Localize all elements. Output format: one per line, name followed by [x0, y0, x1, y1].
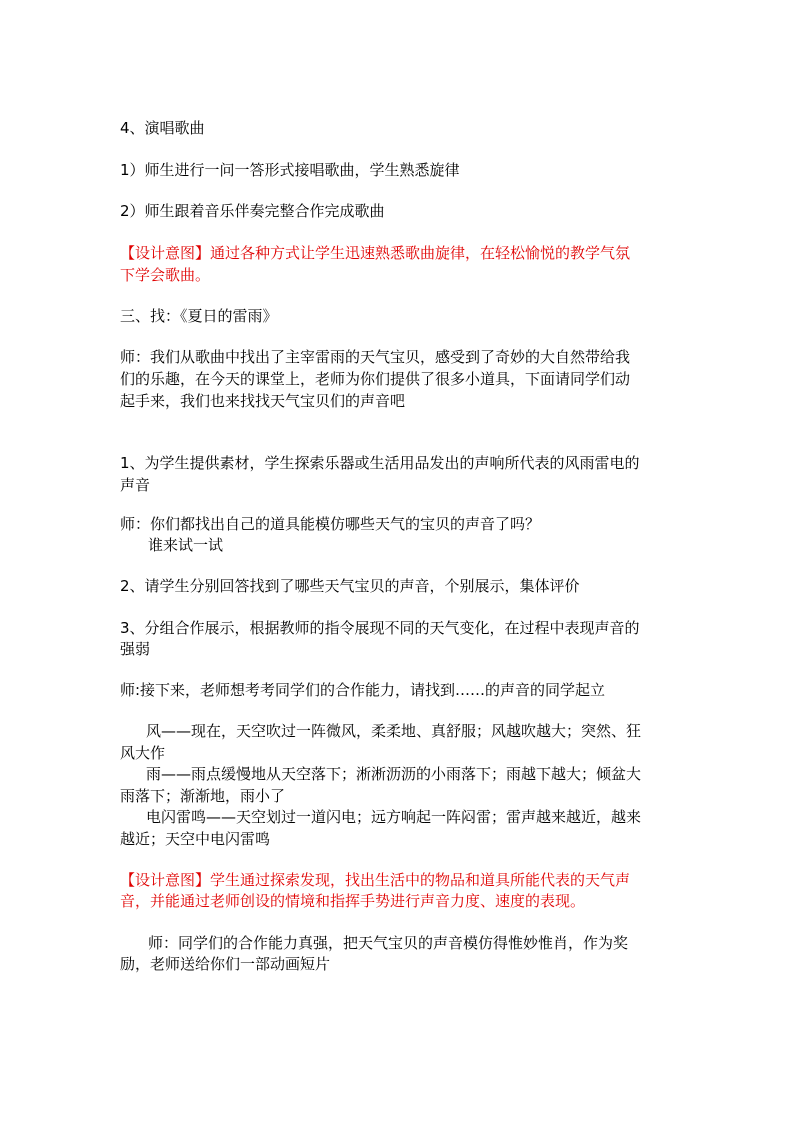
line-12: 师：你们都找出自己的道具能模仿哪些天气的宝贝的声音了吗？	[120, 515, 541, 533]
line-3: 2）师生跟着音乐伴奏完整合作完成歌曲	[120, 202, 385, 220]
line-7: 师：我们从歌曲中找出了主宰雷雨的天气宝贝，感受到了奇妙的大自然带给我	[120, 348, 631, 366]
design-note-1-line-1: 【设计意图】通过各种方式让学生迅速熟悉歌曲旋律，在轻松愉悦的教学气氛	[120, 244, 631, 262]
line-11: 声音	[120, 476, 151, 494]
line-2: 1）师生进行一问一答形式接唱歌曲，学生熟悉旋律	[120, 161, 460, 179]
line-16: 强弱	[120, 640, 151, 658]
line-23: 越近；天空中电闪雷鸣	[120, 830, 271, 848]
section-heading: 三、找：《夏日的雷雨》	[120, 307, 278, 325]
line-17: 师:接下来，老师想考考同学们的合作能力，请找到……的声音的同学起立	[120, 681, 606, 699]
line-8: 们的乐趣，在今天的课堂上，老师为你们提供了很多小道具，下面请同学们动	[120, 370, 631, 388]
line-10: 1、为学生提供素材，学生探索乐器或生活用品发出的声响所代表的风雨雷电的	[120, 454, 640, 472]
design-note-2-line-2: 音，并能通过老师创设的情境和指挥手势进行声音力度、速度的表现。	[120, 892, 586, 910]
line-27: 励，老师送给你们一部动画短片	[120, 955, 331, 973]
line-15: 3、分组合作展示，根据教师的指令展现不同的天气变化，在过程中表现声音的	[120, 619, 640, 637]
design-note-1-line-2: 下学会歌曲。	[120, 266, 211, 284]
design-note-2-line-1: 【设计意图】学生通过探索发现，找出生活中的物品和道具所能代表的天气声	[120, 871, 631, 889]
line-21: 雨落下；渐渐地，雨小了	[120, 787, 286, 805]
line-20: 雨——雨点缓慢地从天空落下；淅淅沥沥的小雨落下；雨越下越大；倾盆大	[146, 765, 642, 783]
line-1: 4、演唱歌曲	[120, 119, 205, 137]
line-26: 师：同学们的合作能力真强，把天气宝贝的声音模仿得惟妙惟肖，作为奖	[148, 934, 629, 952]
line-18: 风——现在，天空吹过一阵微风，柔柔地、真舒服；风越吹越大；突然、狂	[146, 722, 642, 740]
line-19: 风大作	[120, 744, 166, 762]
line-14: 2、请学生分别回答找到了哪些天气宝贝的声音，个别展示，集体评价	[120, 577, 580, 595]
line-13: 谁来试一试	[148, 536, 224, 554]
line-9: 起手来，我们也来找找天气宝贝们的声音吧	[120, 392, 406, 410]
line-22: 电闪雷鸣——天空划过一道闪电；远方响起一阵闷雷；雷声越来越近，越来	[146, 808, 642, 826]
